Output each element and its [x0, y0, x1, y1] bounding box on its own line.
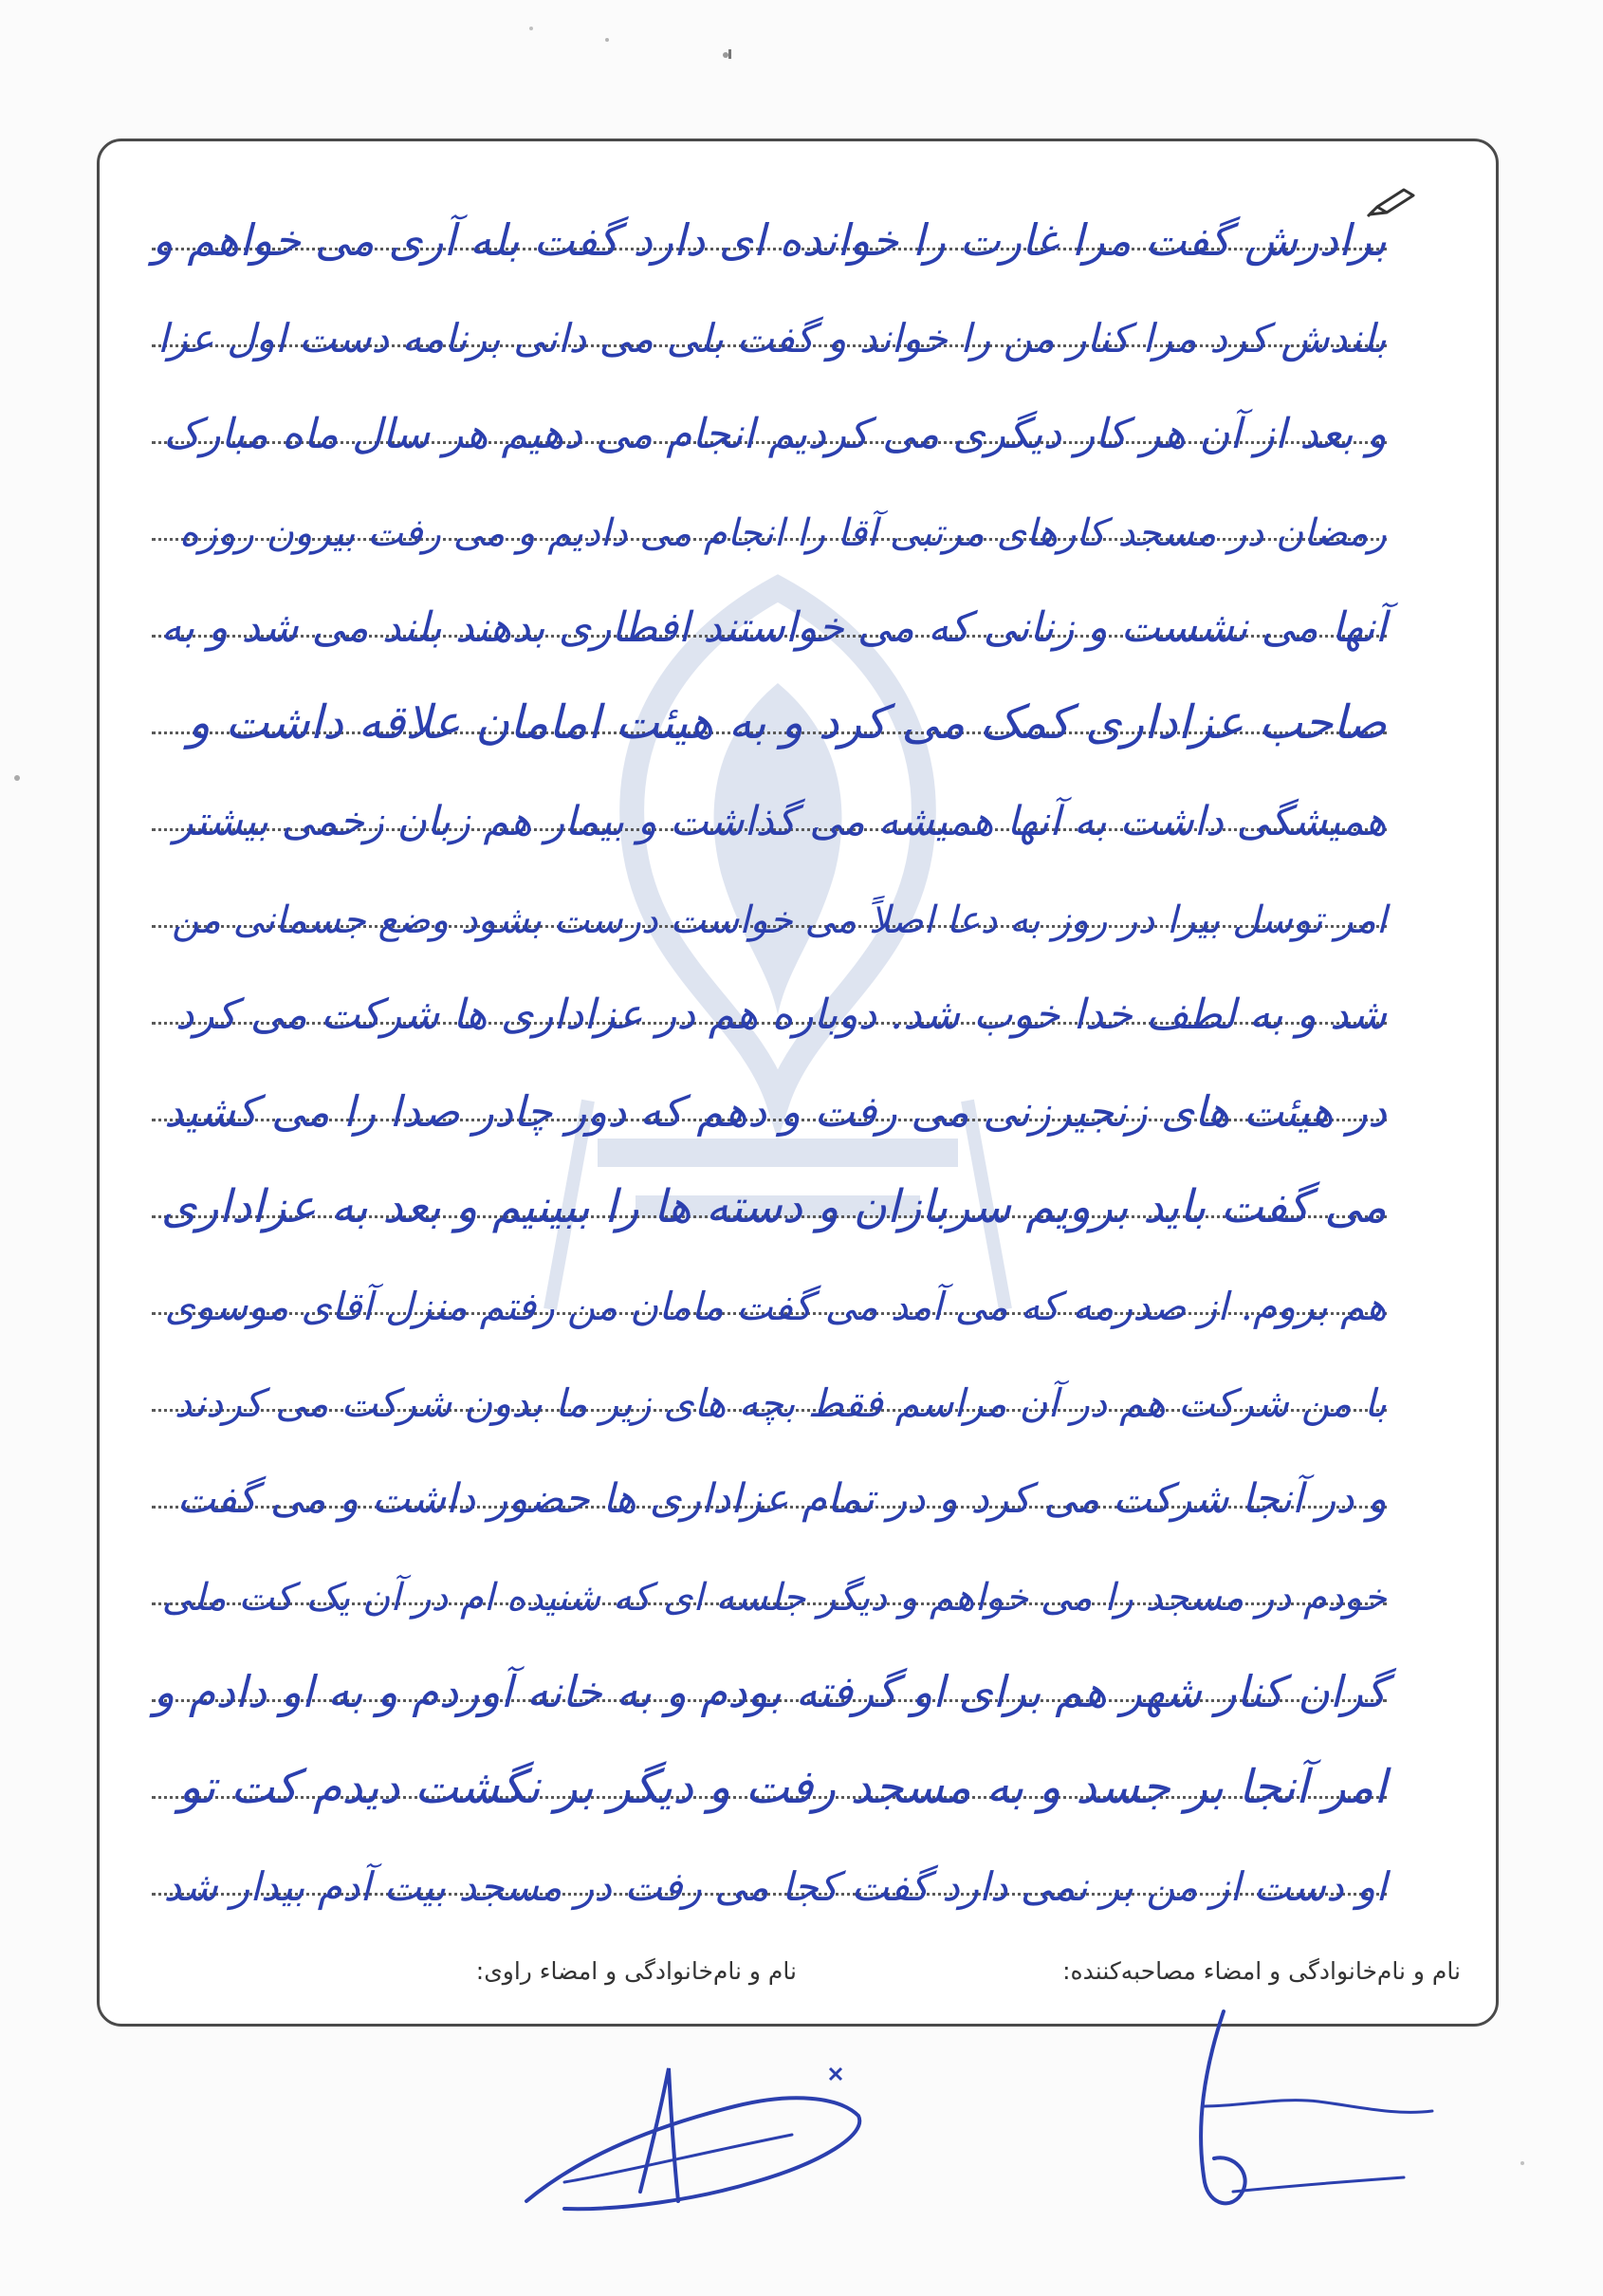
ruled-line — [152, 664, 1387, 751]
handwritten-line: امر آنجا بر جسد و به مسجد رفت و دیگر بر نگشت دیدم کت تو — [178, 1760, 1387, 1814]
handwritten-line: شد و به لطف خدا خوب شد. دوباره هم در عزاداری ها شرکت می کرد — [175, 991, 1387, 1039]
narrator-signature — [507, 2040, 877, 2230]
signature-labels — [142, 1957, 1470, 1995]
ruled-line — [152, 1729, 1387, 1816]
handwritten-line: او دست از من بر نمی دارد گفت کجا می رفت در مسجد بیت آدم بیدار شد — [163, 1863, 1387, 1910]
handwritten-line: و بعد از آن هر کار دیگری می کردیم انجام می دهیم هر سال ماه مبارک — [163, 410, 1387, 458]
ruled-line — [152, 471, 1387, 558]
handwritten-line: در هیئت های زنجیرزنی می رفت و دهم که دور چادر صدا را می کشید — [163, 1086, 1387, 1137]
ruled-line — [152, 567, 1387, 655]
handwritten-text — [114, 142, 1461, 1926]
ruled-line — [152, 1535, 1387, 1622]
handwritten-line: برادرش گفت مرا غارت را خوانده ای دارد گفت بله آری می خواهم و — [152, 214, 1387, 266]
handwritten-line: بلندش کرد مرا کنار من را خواند و گفت بلی می دانی برنامه دست اول عزا — [157, 315, 1387, 361]
ruled-line — [152, 277, 1387, 364]
ruled-line — [152, 858, 1387, 945]
ruled-line — [152, 1148, 1387, 1235]
handwritten-line: هم بروم. از صدرمه که می آمد می گفت مامان من رفتم منزل آقای موسوی — [164, 1284, 1387, 1329]
handwritten-line: خودم در مسجد را می خواهم و دیگر جلسه ای که شنیده ام در آن یک کت ملی — [161, 1576, 1387, 1620]
ruled-line — [152, 374, 1387, 461]
ruled-line — [152, 761, 1387, 848]
handwritten-line: صاحب عزاداری کمک می کرد و به هیئت امامان علاقه داشت و — [188, 695, 1387, 750]
ruled-line — [152, 1051, 1387, 1139]
ruled-line — [152, 1632, 1387, 1719]
handwritten-line: امر توسل بیرا در روز به دعا اصلاً می خواست درست بشود وضع جسمانی من — [172, 898, 1387, 942]
handwritten-line: و در آنجا شرکت می کرد و در تمام عزاداری ها حضور داشت و می گفت — [176, 1475, 1387, 1523]
ruled-line — [152, 954, 1387, 1042]
handwritten-line: رمضان در مسجد کارهای مرتبی آقا را انجام می دادیم و می رفت بیرون روزه — [178, 511, 1387, 555]
handwritten-line: گران کنار شهر هم برای او گرفته بودم و به خانه آوردم و به او دادم و — [154, 1666, 1387, 1717]
ruled-line — [152, 1438, 1387, 1526]
ruled-line — [152, 1342, 1387, 1429]
ruled-line — [152, 180, 1387, 268]
narrator-signature-label: نام و نام‌خانوادگی و امضاء راوی: — [475, 1957, 797, 1985]
ruled-line — [152, 1825, 1387, 1913]
handwritten-line: همیشگی داشت به آنها همیشه می گذاشت و بیمار هم زبان زخمی بیشتر — [174, 798, 1387, 845]
handwritten-line: با من شرکت هم در آن مراسم فقط بچه های زیر ما بدون شرکت می کردند — [174, 1380, 1387, 1426]
interviewer-signature — [1167, 1992, 1451, 2230]
handwritten-line: می گفت باید برویم سربازان و دسته ها را ببینیم و بعد به عزاداری — [160, 1180, 1387, 1233]
handwritten-line: آنها می نشست و زنانی که می خواستند افطاری بدهند بلند می شد و به — [160, 603, 1387, 652]
interviewer-signature-label: نام و نام‌خانوادگی و امضاء مصاحبه‌کننده: — [1062, 1957, 1461, 1985]
ruled-line — [152, 1245, 1387, 1332]
